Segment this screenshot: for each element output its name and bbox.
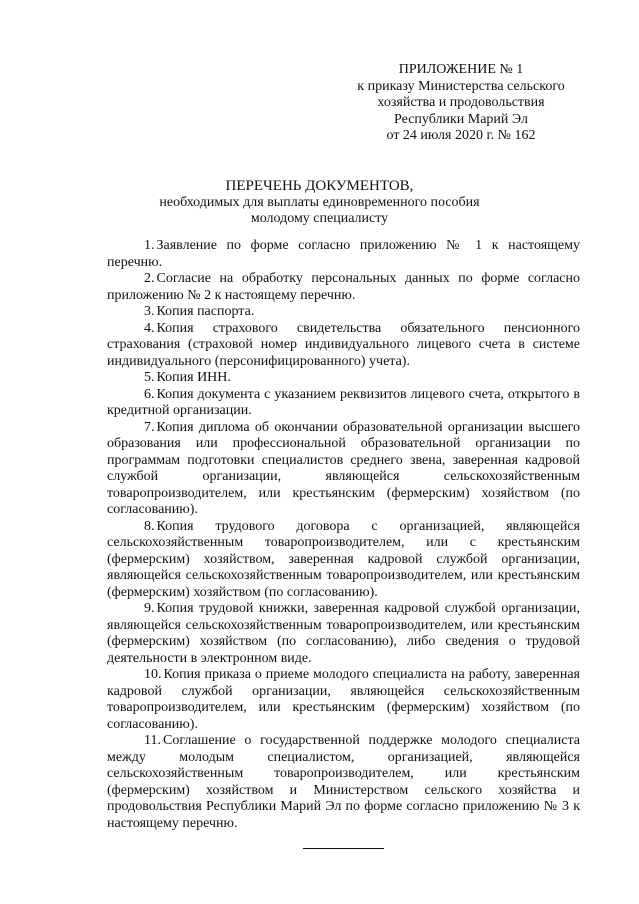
documents-list (107, 238, 580, 832)
item-number: 1. (144, 238, 155, 253)
item-text: Копия диплома об окончании образовательной организации высшего образования или профессиональной образовательной организации по программам подготовки специалистов среднего звена, заверенная кадровой службой организации, являющейся сельскохозяйственным товаропроизводителем, или крестьянским (фермерским) хозяйством (по согласованию). (107, 419, 580, 517)
item-text: Копия трудового договора с организацией, являющейся сельскохозяйственным товаропроизводителем, или с крестьянским (фермерским) хозяйством, заверенная кадровой службой организации, являющейся сельскохозяйственным товаропроизводителем, или крестьянским (фермерским) хозяйством (по согласованию). (107, 518, 580, 600)
title-sub-2: молодому специалисту (250, 211, 389, 227)
list-item (107, 387, 580, 420)
item-text: Копия ИНН. (156, 370, 231, 385)
item-number: 4. (144, 320, 155, 336)
list-item (107, 271, 580, 304)
item-number: 5. (144, 370, 155, 385)
list-item (107, 733, 580, 832)
item-text: Заявление по форме согласно приложению № 1 к настоящему перечню. (107, 238, 580, 270)
item-number: 6. (144, 386, 155, 402)
item-number: 8. (144, 518, 155, 534)
item-number: 2. (144, 271, 155, 286)
appendix-line-5: от 24 июля 2020 г. № 162 (386, 128, 536, 144)
item-text: Согласие на обработку персональных данных по форме согласно приложению № 2 к настоящему перечню. (107, 271, 580, 303)
item-text: Копия паспорта. (156, 304, 255, 319)
list-item (107, 519, 580, 602)
appendix-line-2: к приказу Министерства сельского (357, 78, 565, 94)
list-item (107, 321, 580, 371)
item-number: 7. (144, 419, 155, 435)
title-sub-1: необходимых для выплаты единовременного пособия (159, 194, 480, 210)
item-number: 11. (144, 733, 161, 748)
list-item (107, 667, 580, 733)
list-item (107, 304, 580, 321)
appendix-header (330, 62, 592, 145)
appendix-line-4: Республики Марий Эл (394, 111, 528, 127)
list-item (107, 238, 580, 271)
item-text: Копия страхового свидетельства обязательного пенсионного страхования (страховой номер индивидуального лицевого счета в системе индивидуального (персонифицированного) учета). (107, 320, 580, 369)
title-main: ПЕРЕЧЕНЬ ДОКУМЕНТОВ, (225, 178, 414, 194)
item-number: 9. (144, 601, 155, 616)
list-item (107, 420, 580, 519)
item-text: Копия документа с указанием реквизитов лицевого счета, открытого в кредитной организации. (107, 386, 580, 418)
appendix-line-1: ПРИЛОЖЕНИЕ № 1 (398, 62, 524, 77)
list-item (107, 370, 580, 387)
document-title (0, 178, 639, 228)
item-number: 3. (144, 304, 155, 319)
item-text: Копия трудовой книжки, заверенная кадровой службой организации, являющейся сельскохозяйственным товаропроизводителем, или крестьянским (фермерским) хозяйством (по согласованию), либо сведения о трудовой деятельности в электронном виде. (107, 601, 580, 666)
item-number: 10. (144, 667, 162, 682)
list-item (107, 601, 580, 667)
item-text: Соглашение о государственной поддержке молодого специалиста между молодым специалистом, организацией, являющейся сельскохозяйственным товаропроизводителем, или крестьянским (фермерским) хозяйством и Министерством сельского хозяйства и продовольствия Республики Марий Эл по форме согласно приложению № 3 к настоящему перечню. (107, 733, 580, 831)
item-text: Копия приказа о приеме молодого специалиста на работу, заверенная кадровой службой организации, являющейся сельскохозяйственным товаропроизводителем, или крестьянским (фермерским) хозяйством (по согласованию). (107, 667, 580, 732)
closing-separator-line (303, 848, 384, 849)
appendix-line-3: хозяйства и продовольствия (377, 95, 545, 111)
